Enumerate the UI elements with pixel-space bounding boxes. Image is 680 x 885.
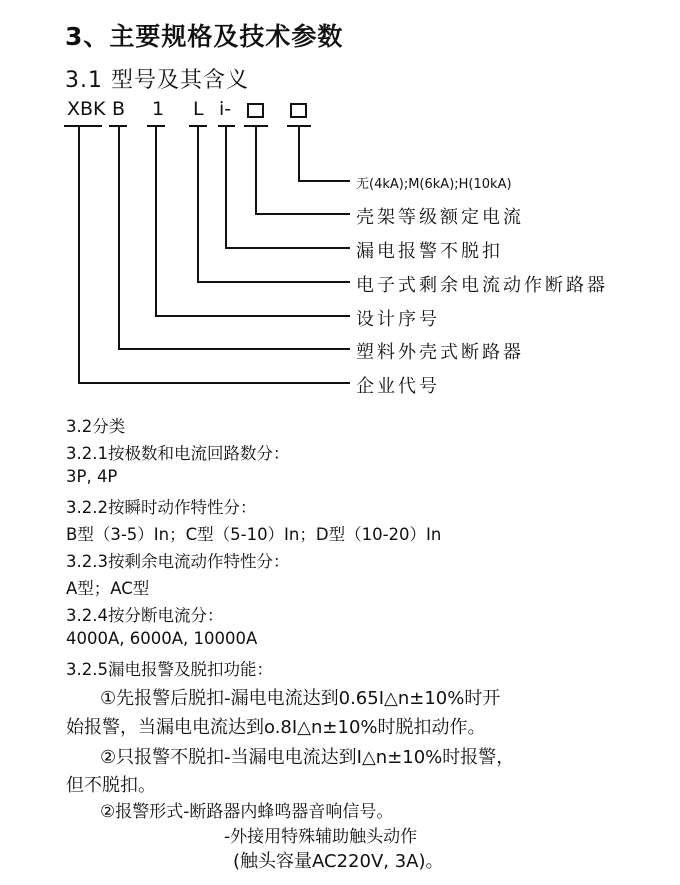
section-heading: 3、主要规格及技术参数 — [65, 22, 344, 51]
section-3-2: 3.2分类 — [66, 417, 126, 436]
legend-frame-current: 壳架等级额定电流 — [356, 207, 524, 228]
legend-enterprise-code: 企业代号 — [356, 376, 440, 397]
section-3-2-3: 3.2.3按剩余电流动作特性分： — [66, 552, 290, 571]
function-3-line-3: (触头容量AC220V, 3A)。 — [233, 851, 444, 872]
function-3-line-2: -外接用特殊辅助触头动作 — [224, 827, 418, 847]
legend-breaking-capacity: 无(4kA);M(6kA);H(10kA) — [356, 177, 512, 192]
function-2-line-1: ②只报警不脱扣-当漏电电流达到I△n±10%时报警， — [100, 747, 515, 768]
section-3-2-1: 3.2.1按极数和电流回路数分： — [66, 444, 290, 463]
section-3-2-5: 3.2.5漏电报警及脱扣功能： — [66, 660, 273, 679]
function-1-line-1: ①先报警后脱扣-漏电电流达到0.65I△n±10%时开 — [100, 688, 501, 709]
section-3-2-1-value: 3P, 4P — [66, 467, 118, 486]
code-part-alarm: i- — [219, 98, 232, 120]
function-2-line-2: 但不脱扣。 — [66, 775, 156, 796]
section-3-2-4: 3.2.4按分断电流分： — [66, 606, 224, 625]
section-3-2-3-value: A型；AC型 — [66, 579, 150, 598]
section-3-2-2: 3.2.2按瞬时动作特性分： — [66, 498, 257, 517]
legend-alarm-no-trip: 漏电报警不脱扣 — [356, 241, 503, 262]
code-part-serial: 1 — [152, 98, 165, 120]
subsection-heading: 3.1 型号及其含义 — [65, 68, 249, 93]
function-1-line-2: 始报警，当漏电电流达到o.8I△n±10%时脱扣动作。 — [66, 717, 486, 738]
code-part-electronic: L — [193, 98, 204, 120]
code-part-enterprise: XBK — [67, 98, 106, 120]
section-3-2-4-value: 4000A, 6000A, 10000A — [66, 629, 258, 648]
function-3-line-1: ②报警形式-断路器内蜂鸣器音响信号。 — [100, 802, 394, 822]
code-part-type: B — [112, 98, 126, 120]
legend-electronic-rcbo: 电子式剩余电流动作断路器 — [356, 275, 608, 296]
legend-design-serial: 设计序号 — [356, 309, 440, 330]
model-legend-connector-lines — [0, 0, 680, 400]
legend-mccb: 塑料外壳式断路器 — [356, 342, 524, 363]
section-3-2-2-value: B型（3-5）In；C型（5-10）In；D型（10-20）In — [66, 525, 442, 544]
